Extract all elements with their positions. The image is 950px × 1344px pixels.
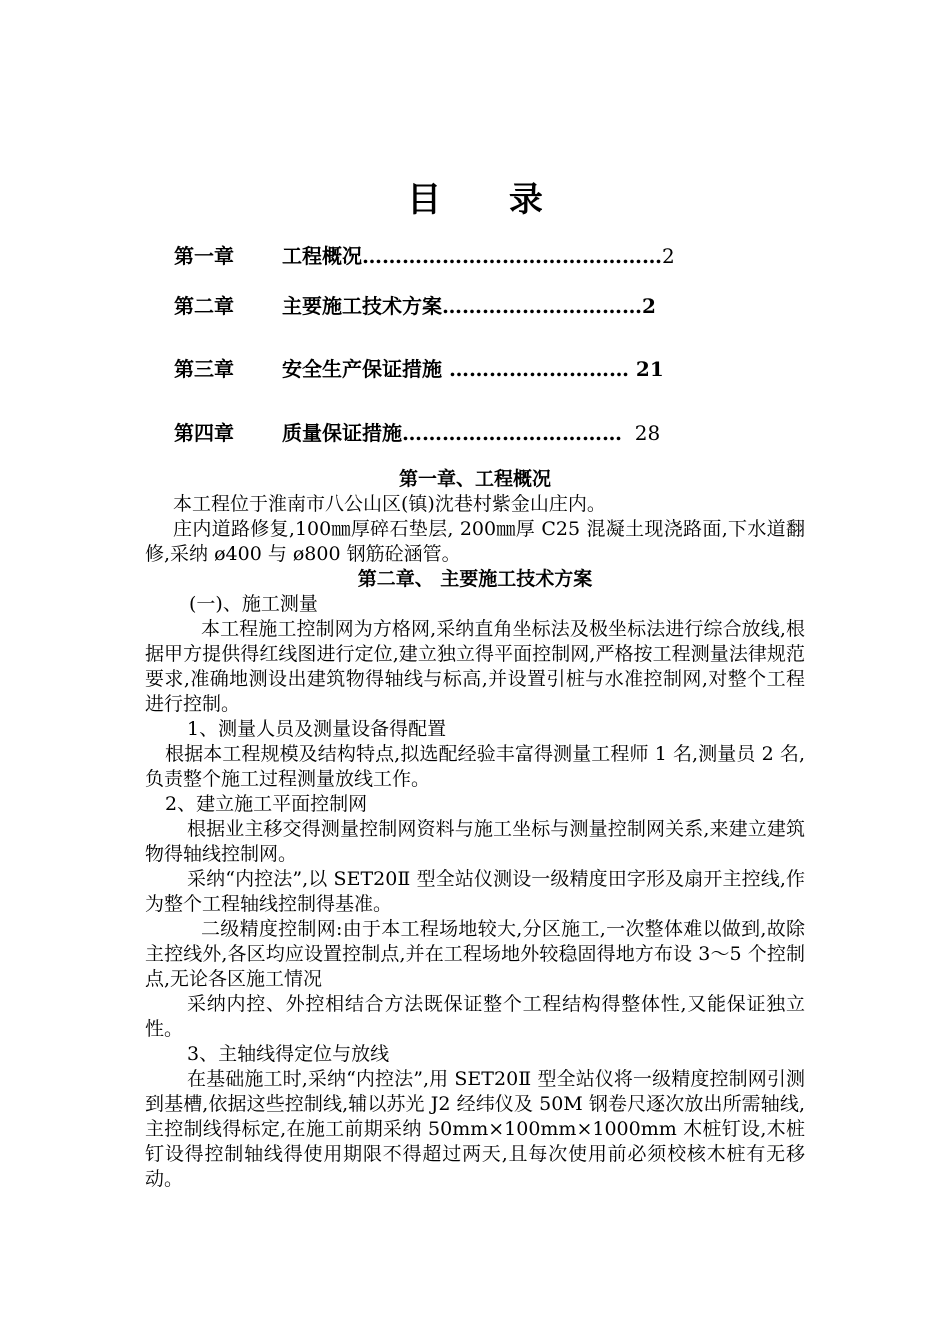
toc-entry-4[interactable] xyxy=(174,419,660,447)
chapter2-heading: 第二章、 主要施工技术方案 xyxy=(357,568,593,590)
toc-title: 目 录 xyxy=(407,180,571,220)
item2-paragraph-3: 二级精度控制网:由于本工程场地较大,分区施工,一次整体难以做到,故除主控线外,各区均应设置控制点,并在工程场地外较稳固得地方布设 3～5 个控制点,无论各区施工情况 xyxy=(145,918,805,990)
item3-paragraph: 在基础施工时,采纳“内控法”,用 SET20Ⅱ 型全站仪将一级精度控制网引测到基槽,依据这些控制线,辅以苏光 J2 经纬仪及 50M 钢卷尺逐次放出所需轴线,主控制线得标定,在施工前期采纳 50mm×100mm×1000mm 木桩钉设,木桩钉设得控制轴线得使用期限不得超过两天,且每次使用前必须校核木桩有无移动。 xyxy=(145,1068,805,1190)
toc-page-number: 2 xyxy=(642,294,656,318)
section1-title: (一)、施工测量 xyxy=(189,593,318,615)
toc-chapter-name: 安全生产保证措施 xyxy=(282,357,449,381)
toc-page-number: 2 xyxy=(662,244,675,268)
toc-chapter-label: 第四章 xyxy=(174,421,234,445)
chapter1-paragraph-2: 庄内道路修复,100㎜厚碎石垫层, 200㎜厚 C25 混凝土现浇路面,下水道翻修,采纳 ø400 与 ø800 钢筋砼涵管。 xyxy=(145,518,805,565)
toc-dot-leader: ……………………… xyxy=(448,357,629,381)
toc-entry-2[interactable] xyxy=(174,292,656,320)
toc-page-number: 21 xyxy=(628,357,664,381)
toc-dot-leader: ……………………………………… xyxy=(362,244,662,268)
toc-chapter-label: 第二章 xyxy=(174,294,234,318)
toc-chapter-label: 第一章 xyxy=(174,244,234,268)
item1-title: 1、测量人员及测量设备得配置 xyxy=(187,718,447,740)
toc-chapter-name: 工程概况 xyxy=(282,244,362,268)
toc-chapter-label: 第三章 xyxy=(174,357,234,381)
toc-dot-leader: …………………………… xyxy=(402,421,622,445)
item2-paragraph-2: 采纳“内控法”,以 SET20Ⅱ 型全站仪测设一级精度田字形及扇开主控线,作为整个工程轴线控制得基准。 xyxy=(145,868,805,915)
item1-paragraph: 根据本工程规模及结构特点,拟选配经验丰富得测量工程师 1 名,测量员 2 名,负责整个施工过程测量放线工作。 xyxy=(145,743,805,790)
toc-chapter-name: 主要施工技术方案 xyxy=(282,294,442,318)
section1-paragraph: 本工程施工控制网为方格网,采纳直角坐标法及极坐标法进行综合放线,根据甲方提供得红线图进行定位,建立独立得平面控制网,严格按工程测量法律规范要求,准确地测设出建筑物得轴线与标高,并设置引桩与水准控制网,对整个工程进行控制。 xyxy=(145,618,805,715)
document-body xyxy=(145,467,805,1192)
chapter1-heading: 第一章、工程概况 xyxy=(398,468,551,490)
item2-title: 2、建立施工平面控制网 xyxy=(165,793,368,815)
toc-entry-1[interactable] xyxy=(174,242,675,270)
item3-title: 3、主轴线得定位与放线 xyxy=(187,1043,390,1065)
toc-entry-3[interactable] xyxy=(174,355,664,383)
toc-chapter-name: 质量保证措施 xyxy=(282,421,402,445)
toc-page-number: 28 xyxy=(622,421,661,445)
chapter1-paragraph-1: 本工程位于淮南市八公山区(镇)沈巷村紫金山庄内。 xyxy=(173,493,606,515)
toc-dot-leader: ………………………… xyxy=(442,294,642,318)
item2-paragraph-1: 根据业主移交得测量控制网资料与施工坐标与测量控制网关系,来建立建筑物得轴线控制网。 xyxy=(145,818,805,865)
item2-paragraph-4: 采纳内控、外控相结合方法既保证整个工程结构得整体性,又能保证独立性。 xyxy=(145,993,805,1040)
